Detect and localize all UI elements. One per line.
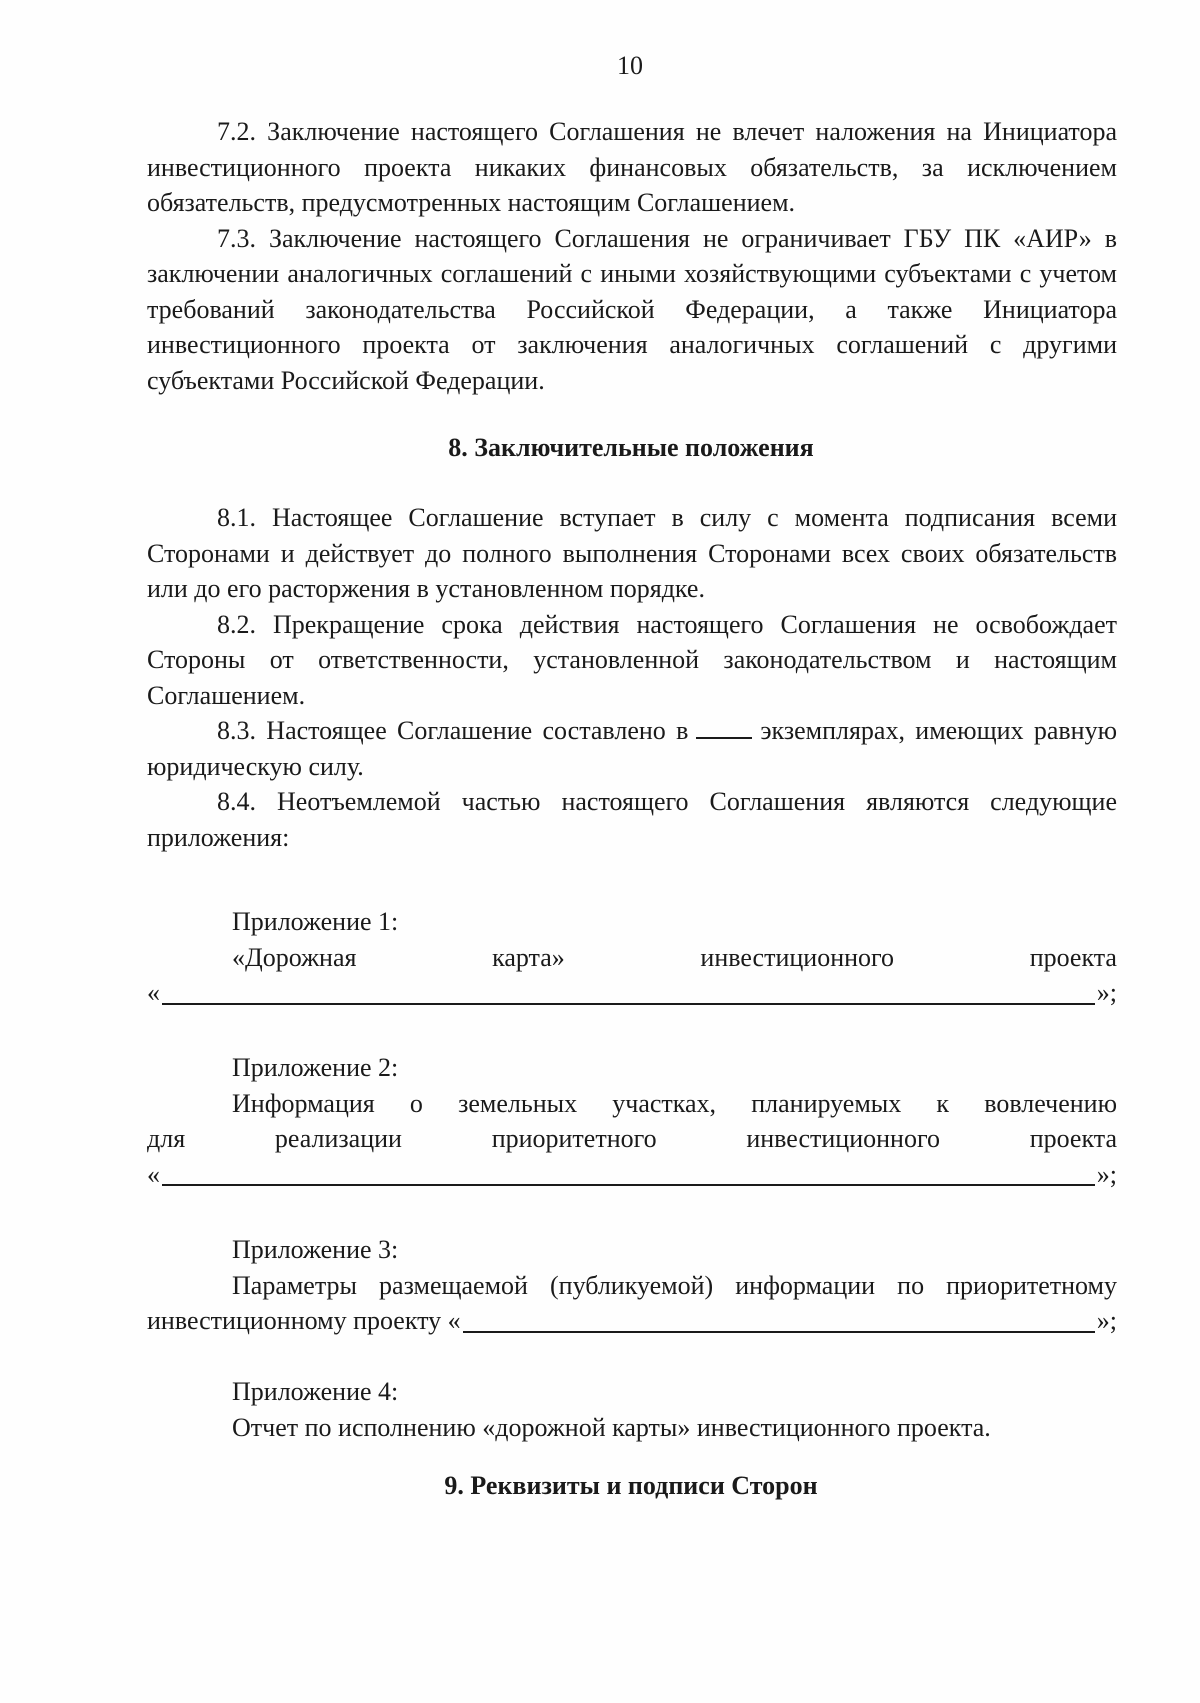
section-9-heading: 9. Реквизиты и подписи Сторон — [444, 1471, 818, 1500]
close-quote: »; — [1096, 1306, 1117, 1335]
appendix-3-title: Приложение 3: — [232, 1235, 399, 1264]
appendix-3-text-line-1: Параметры размещаемой (публикуемой) информации по приоритетному — [232, 1270, 1117, 1300]
open-quote: « — [147, 978, 160, 1007]
project-name-blank — [162, 1160, 1095, 1186]
appendix-2-word: для — [147, 1124, 186, 1153]
clause-8-4: 8.4. Неотъемлемой частью настоящего Соглашения являются следующие приложения: — [147, 787, 1117, 852]
appendix-4-text: Отчет по исполнению «дорожной карты» инвестиционного проекта. — [232, 1412, 991, 1442]
appendix-2-text-line-1: Информация о земельных участках, планируемых к вовлечению — [232, 1088, 1117, 1118]
clause-7-2: 7.2. Заключение настоящего Соглашения не влечет наложения на Инициатора инвестиционного проекта никаких финансовых обязательств, за исключением обязательств, предусмотренных настоящим Соглашением. — [147, 117, 1117, 217]
clause-7-3: 7.3. Заключение настоящего Соглашения не ограничивает ГБУ ПК «АИР» в заключении аналогичных соглашений с иными хозяйствующими субъектами с учетом требований законодательства Российской Федерации, а также Инициатора инвестиционного проекта от заключения аналогичных соглашений с другими субъектами Российской Федерации. — [147, 223, 1117, 395]
page-number: 10 — [617, 51, 643, 80]
section-8 — [147, 500, 1117, 855]
appendix-1-word: карта» — [492, 942, 565, 972]
appendix-1-text — [147, 940, 1117, 976]
appendix-1-word: проекта — [1029, 942, 1117, 972]
clause-8-3-start: 8.3. Настоящее Соглашение составлено в — [217, 716, 689, 745]
close-quote: »; — [1096, 978, 1117, 1007]
section-8-heading: 8. Заключительные положения — [448, 433, 814, 462]
appendix-4 — [147, 1374, 1117, 1445]
clause-8-3 — [147, 713, 1117, 784]
appendix-1 — [147, 904, 1117, 1011]
appendix-2-project-name-line — [147, 1157, 1117, 1193]
appendix-4-title: Приложение 4: — [232, 1377, 399, 1406]
section-7 — [147, 114, 1117, 398]
appendix-2-word: инвестиционного — [746, 1124, 940, 1153]
appendix-1-word: «Дорожная — [232, 942, 357, 972]
clause-8-2: 8.2. Прекращение срока действия настоящего Соглашения не освобождает Стороны от ответственности, установленной законодательством и настоящим Соглашением. — [147, 609, 1117, 710]
clause-8-1: 8.1. Настоящее Соглашение вступает в силу с момента подписания всеми Сторонами и действует до полного выполнения Сторонами всех своих обязательств или до его расторжения в установленном порядке. — [147, 503, 1117, 603]
clause-8-3-end: экземплярах, имеющих равную юридическую силу. — [147, 716, 1117, 781]
open-quote: « — [147, 1159, 160, 1189]
appendix-2-text-line-2 — [147, 1121, 1117, 1157]
appendix-2 — [147, 1050, 1117, 1192]
copies-count-blank — [696, 715, 752, 739]
appendix-1-title: Приложение 1: — [232, 907, 399, 936]
close-quote: »; — [1096, 1159, 1117, 1189]
appendix-1-word: инвестиционного — [700, 942, 895, 972]
appendix-1-project-name-line — [147, 975, 1117, 1011]
appendix-2-word: приоритетного — [491, 1124, 657, 1153]
appendix-2-word: проекта — [1029, 1124, 1117, 1153]
appendix-3 — [147, 1232, 1117, 1339]
appendix-3-text-line-2: инвестиционному проекту « — [147, 1306, 461, 1335]
project-name-blank — [162, 979, 1095, 1005]
appendix-2-title: Приложение 2: — [232, 1053, 399, 1082]
project-name-blank — [463, 1307, 1095, 1333]
appendix-3-project-name-line — [147, 1303, 1117, 1339]
appendix-2-word: реализации — [274, 1124, 402, 1153]
